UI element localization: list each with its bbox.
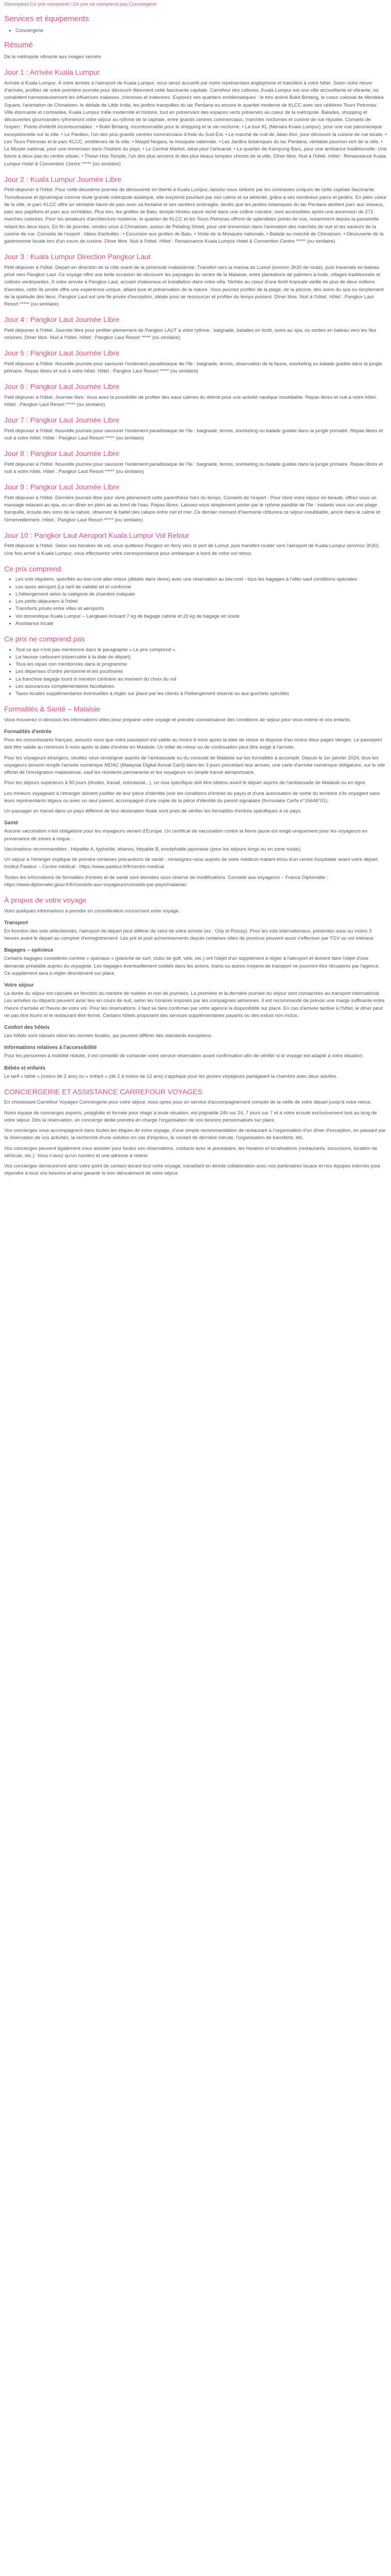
resume-heading: Résumé [4, 41, 33, 50]
day-body: Arrivée à Kuala Lumpur. À votre arrivée à l'aéroport de Kuala Lumpur, vous serez accueilli par notre représentant anglophone et transféré à votre hôtel. Selon votre heure d'arrivée, profitez de votre première journée pour découvrir librement cette fascinante capitale. Carrefour des cultures, Kuala Lumpur est une ville accueillante et vibrante, où cohabitent harmonieusement les influences malaises, chinoises et indiennes. Explorez ses quartiers emblématiques : le très animé Bukit Bintang, le coeur colonial de Merdeka Square, l'animation de Chinatown, le dédale de Little India, les jardins tranquilles du lac Perdana ou encore le quartier moderne de KLCC avec ses célèbres Tours Petronas. Ville étonnante et contrastée, Kuala Lumpur mêle modernité et histoire, tout en préservant des espaces verts préservés au coeur de la métropole. Balades, shopping et découvertes gourmandes rythmeront votre séjour au rythme de la capitale, entre grands centres commerciaux, marchés nocturnes et cuisine de rue réputée. Conseils de l'expert : Points d'intérêt incontournables : • Bukit Bintang, incontournable pour le shopping et la vie nocturne. • La tour KL (Menara Kuala Lumpur), pour une vue panoramique exceptionnelle sur la ville. • Le Pavilion, l'un des plus grands centres commerciaux d'Asie du Sud-Est. • Le marché de nuit de Jalan Alor, pour découvrir la cuisine de rue locale. • Les Tours Petronas et le parc KLCC, emblèmes de la ville. • Masjid Negara, la mosquée nationale. • Les Jardins botaniques du lac Perdana, véritable poumon vert de la ville. • Le Musée national, pour une immersion dans l'histoire du pays. • Le Central Market, idéal pour l'artisanat. • Le quartier de Kampung Baru, pour une ambiance traditionnelle. Une future à deux pas du centre urbain. • Thean Hou Temple, l'un des plus anciens et des plus beaux temples chinois de la ville. Dîner libre. Nuit à l'hôtel. Hôtel : Renaissance Kuala Lumpur Hotel & Convention Centre ***** (ou similaire) [4, 80, 387, 167]
conciergerie-heading: CONCIERGERIE ET ASSISTANCE CARREFOUR VOYAGES [4, 1087, 203, 1096]
apropos-block-text: Le tarif « bébé » (moins de 2 ans) ou « enfant » (de 2 à moins de 12 ans) s'applique pour les jeunes voyageurs partageant la chambre avec deux adultes. [4, 1073, 338, 1079]
apropos-blocks [4, 919, 387, 1080]
formalites-block-title: Santé [4, 820, 19, 826]
day-body: Petit déjeuner à l'hôtel. Journée libre. Vous avez la possibilité de profiter des eaux calmes du détroit pour une activité nautique inoubliable. Repas libres et nuit à votre hôtel. Hôtel : Pangkor Laut Resort ***** (ou similaire) [4, 394, 377, 408]
day-title: Jour 2 : Kuala Lumpur Journée Libre [4, 175, 122, 183]
formalites-block-title: Formalités d'entrée [4, 729, 52, 735]
day-body: Petit déjeuner à l'hôtel. Départ en direction de la côte ouest de la péninsule malaisienne. Transfert vers la marina de Lumut (environ 3h30 de route), puis traversée en bateau privé vers Pangkor Laut. Ce voyage offre une belle occasion de découvrir les paysages du centre de la Malaisie, entre plantations de palmiers à huile, villages traditionnels et collines verdoyantes. À votre arrivée à Pangkor Laut, accueil chaleureux et installation dans votre villa. Nichée au coeur d'une forêt tropicale vieille de plus de deux millions d'années, cette île privée offre une expérience unique, alliant luxe et préservation de la nature. Vous pourrez profiter de la plage, de la piscine, des soins du spa ou simplement de la quiétude des lieux. Pangkor Laut est une île privée d'exception, idéale pour se ressourcer et profiter du temps présent. Dîner libre. Nuit à l'hôtel. Hôtel : Pangkor Laut Resort ***** (ou similaire) [4, 264, 384, 307]
day-body: Petit déjeuner à l'hôtel. Pour cette deuxième journée de découverte en liberté à Kuala Lumpur, laissez-vous séduire par les contrastes uniques de cette capitale fascinante. Tumultueuse et dynamique comme toute grande métropole asiatique, elle surprend pourtant par son calme et sa sérénité, grâce à ses nombreux parcs et jardins. En plein coeur de la ville, le parc KLCC offre un véritable havre de paix avec sa fontaine et ses sentiers ombragés, tandis que les jardins botaniques du lac Perdana abritent parc aux oiseaux, parc aux papillons et parc aux orchidées. Plus loin, les grottes de Batu, temple hindou sacré niché dans une colline calcaire, sont accessibles après une ascension de 272 marches colorées. Pour les amateurs d'architecture moderne, le quartier de KLCC et les Tours Petronas offrent de splendides points de vue, notamment depuis la passerelle reliant les deux tours. En fin de journée, rendez-vous à Chinatown, autour de Petaling Street, pour une immersion dans l'animation des marchés de nuit et les saveurs de la cuisine de rue. Conseils de l'expert : Idées d'activités : • Excursion aux grottes de Batu. • Visite de la Mosquée nationale. • Balade au marché de Chinatown. • Découverte de la gastronomie locale lors d'un cours de cuisine. Dîner libre. Nuit à l'hôtel. Hôtel : Renaissance Kuala Lumpur Hotel & Convention Centre ***** (ou similaire) [4, 187, 387, 244]
intro-link[interactable]: Description Ce prix comprend / Ce prix ne comprend pas Conciergerie [4, 2, 157, 7]
formalites-block-text: Pour les séjours supérieurs à 90 jours (études, travail, volontariat...), un visa spécifique doit être obtenu avant le départ auprès de l'ambassade de Malaisie ou en ligne. [4, 780, 367, 786]
apropos-block-title: Votre séjour [4, 982, 34, 988]
day-title: Jour 3 : Kuala Lumpur Direction Pangkor Laut [4, 252, 151, 261]
includes-item: • Transferts privés entre villes et aéroports [15, 605, 387, 613]
day-title: Jour 10 : Pangkor Laut Aeroport Kuala Lumpur Vol Retour [4, 531, 189, 539]
formalites-heading: Formalités & Santé – Malaisie [4, 705, 100, 714]
excludes-list [4, 647, 387, 698]
day-section [4, 531, 387, 557]
day-body: Petit déjeuner à l'hôtel. Journée libre pour profiter pleinement de Pangkor LAUT à votre rythme : baignade, balades en forêt, soins au spa, ou sorties en bateau vers les îles voisines. Dîner libre. Nuit à l'hôtel. Hôtel : Pangkor Laut Resort ***** (ou similaire) [4, 327, 377, 341]
day-section [4, 315, 387, 342]
excludes-item: • Les dépenses d'ordre personnel et les pourboires [15, 668, 387, 675]
day-title: Jour 6 : Pangkor Laut Journée Libre [4, 382, 120, 391]
apropos-heading: À propos de votre voyage [4, 896, 87, 904]
includes-item: • L'hébergement selon la catégorie de chambre indiquée [15, 591, 387, 598]
excludes-item: • La franchise bagage lourd si mention contraire au moment du choix du vol [15, 676, 387, 683]
apropos-block-text: La durée du séjour est calculée en fonction du nombre de nuitées et non de journées. La première et la dernière journée du séjour sont consacrées au transport international. Les arrivées ou départs peuvent avoir lieu en cours de nuit, selon les horaires imposés par les compagnies aériennes. Il est recommandé de prévoir une marge suffisante entre l'heure d'arrivée et l'heure de votre vol. Pour les réservations, il faut se faire confirmer par votre agence la disponibilité sur place. En cas d'arrivée tardive à l'hôtel, le dîner peut ne pas être fourni et le restaurant être fermé. Certains hôtels proposent des services supplémentaires payants ou des extras non inclus. [4, 991, 385, 1019]
day-section [4, 449, 387, 476]
day-title: Jour 9 : Pangkor Laut Journée Libre [4, 483, 120, 492]
formalites-block-text: Pour les ressortissants français, assurez-vous que votre passeport est valide au moins 6 mois après la date de retour et dispose d'au moins deux pages vierges. Le passeport doit être valide au minimum 6 mois après la date d'entrée en Malaisie. Un billet de retour ou de continuation peut être exigé à l'arrivée. [4, 737, 382, 751]
day-section [4, 416, 387, 442]
day-section [4, 349, 387, 375]
day-section [4, 382, 387, 409]
day-section [4, 68, 387, 168]
formalites-block-text: Un passager en transit dans un pays différent de leur destination finale sont priés de vérifier les formalités d'entrée spécifiques à ce pays. [4, 808, 302, 814]
day-title: Jour 4 : Pangkor Laut Journée Libre [4, 315, 120, 324]
apropos-block-title: Bébés et enfants [4, 1065, 46, 1071]
formalites-blocks [4, 728, 387, 889]
day-section [4, 483, 387, 524]
day-title: Jour 7 : Pangkor Laut Journée Libre [4, 416, 120, 425]
apropos-block-text: Certains bagages considérés comme « spéciaux » (planche de surf, clubs de golf, vélo, etc.) ont l'objet d'un supplément à régler à l'aéroport et doivent faire l'objet d'une demande préalable auprès du voyagiste. Les bagages éventuellement oubliés dans les avions, trains ou autres moyens de transport ne pourront être récupérés par l'agence. Ce supplément sera à régler directement sur place. [4, 956, 380, 976]
day-section [4, 252, 387, 308]
apropos-block-title: Bagages – spécieux [4, 947, 54, 954]
resume-text: De la métropole vibrante aux rivages secrets [4, 54, 101, 60]
formalites-block-text: Aucune vaccination n'est obligatoire pour les voyageurs venant d'Europe. Un certificat de vaccination contre la fièvre jaune est exigé uniquement pour les voyageurs en provenance de zones à risque. [4, 828, 368, 842]
formalites-intro: Vous trouverez ci-dessous les informations utiles pour préparer votre voyage et prendre connaissance des conditions de séjour pour vous-même et vos enfants. [4, 717, 351, 723]
apropos-block-text: En fonction des vols sélectionnés, l'aéroport de départ peut différer de celui de votre arrivée (ex : Orly et Roissy). Pour les vols internationaux, présentez-vous au moins 3 heures avant le départ au comptoir d'enregistrement. Les pré et post acheminements depuis certaines villes de province peuvent aussi s'effectuer par TGV ou vol intérieur. [4, 928, 374, 941]
day-body: Petit déjeuner à l'hôtel. Nouvelle journée pour savourer l'isolement paradisiaque de l'île : baignade, tennis, observation de la faune, snorkeling ou balade guidée dans la jungle primaire. Repas libres et nuit à votre hôtel. Hôtel : Pangkor Laut Resort ***** (ou similaire) [4, 361, 382, 374]
day-title: Jour 5 : Pangkor Laut Journée Libre [4, 349, 120, 358]
conciergerie-paragraph: En choisissant Carrefour Voyages Conciergerie pour votre séjour, vous optez pour un service d'accompagnement complet de la veille de votre départ jusqu'à votre retour. [4, 1099, 372, 1106]
formalites-block-text: Pour les voyageurs étrangers, veuillez vous renseigner auprès de l'ambassade ou du consulat de Malaisie sur les formalités à accomplir. Depuis le 1er janvier 2024, tous les voyageurs doivent remplir l'arrivée numérique MDAC (Malaysia Digital Arrival Card) dans les 3 jours précédant leur arrivée, une carte d'arrivée numérique obligatoire, sur le site officiel de l'immigration malaisienne, sauf les résidents permanents et les voyageurs en simple transit aéroportuaire. [4, 755, 385, 775]
services-heading: Services et équipements [4, 14, 89, 24]
conciergerie-paragraph: Notre équipe de concierges experts, polyglotte et formée pour réagir à toute situation, est joignable 24h sur 24, 7 jours sur 7 et à votre écoute exclusivement tout au long de votre séjour. Dès la réservation, un concierge dédié prendra en charge l'organisation de vos besoins personnalisés sur place. [4, 1110, 377, 1123]
day-body: Petit déjeuner à l'hôtel. Nouvelle journée pour savourer l'isolement paradisiaque de l'île : baignade, tennis, snorkeling ou balade guidée dans la jungle primaire. Repas libres et nuit à votre hôtel. Hôtel : Pangkor Laut Resort ***** (ou similaire) [4, 428, 383, 441]
apropos-block-title: Informations relatives à l'accessibilité [4, 1045, 97, 1051]
conciergerie-paragraph: Vos concierges vous accompagnent dans toutes les étapes de votre voyage, d'une simple recommandation de restaurant à l'organisation d'un dîner d'exception, en passant par la réservation de vos activités, la recherche d'une solution en cas d'imprévu, le conseil de dernière minute, l'organisation de transferts, etc. [4, 1128, 386, 1141]
excludes-heading: Ce prix ne comprend pas [4, 635, 85, 643]
day-body: Petit déjeuner à l'hôtel. Dernière journée libre pour vivre pleinement cette parenthèse hors du temps. Conseils de l'expert : Pour clore votre séjour en beauté, offrez-vous un massage relaxant au spa, ou un dîner en plein air au bord de l'eau. Repas libres. Laissez-vous simplement porter par le rythme paisible de l'île : instants vous sur une plage tranquille, écoute des sons de la nature, observez le ballet des calaos entre ciel et mer. Ce dernier moment d'harmonie clôturera ce séjour inoubliable, ancré dans le calme et l'émerveillement. Hôtel : Pangkor Laut Resort ***** (ou similaire) [4, 495, 380, 523]
includes-item: • Assistance locale [15, 620, 387, 628]
includes-list [4, 576, 387, 628]
apropos-block-title: Transport [4, 920, 28, 926]
apropos-block-text: Les hôtels sont classés selon les normes locales, qui peuvent différer des standards européens. [4, 1033, 213, 1039]
formalites-block-text: Toutes les informations de formalités d'entrée et de santé sont données sous réserve de modifications. Conseils aux voyageurs – France Diplomatie : https://www.diplomatie.gouv.fr/fr/conseils-aux-voyageurs/conseils-par-pays/malaisie/ [4, 874, 328, 888]
formalites-block-text: Les mineurs voyageant à l'étranger doivent justifier de leur pièce d'identité (voir les conditions d'entrée du pays) et d'une autorisation de sortie du territoire s'ils voyagent sans leurs représentants légaux ou avec un seul parent, accompagné d'une copie de la pièce d'identité du parent signataire (formulaire Cerfa n°15646*01). [4, 790, 380, 804]
formalites-block-text: Vaccinations recommandées : Hépatite A, typhoïde, tétanos, hépatite B, encéphalite japonaise (pour les séjours longs ou en zone rurale). [4, 846, 302, 852]
apropos-block-title: Confort des hôtels [4, 1025, 50, 1030]
day-title: Jour 1 : Arrivée Kuala Lumpur [4, 68, 100, 77]
excludes-item: • Tout ce qui n'est pas mentionné dans le paragraphe « Le prix comprend » [15, 647, 387, 654]
day-body: Petit déjeuner à l'hôtel. Selon vos horaires de vol, vous quitterez Pangkor en ferry vers le port de Lumut, puis transfert routier vers l'aéroport de Kuala Lumpur (environ 3h30). Une fois arrivé à Kuala Lumpur, vous effectuerez votre correspondance pour embarquer à bord de votre vol retour. [4, 543, 380, 556]
includes-item: • Les taxes aéroport (Le tarif de validité tel et conforme [15, 584, 387, 591]
excludes-item: • Les assurances complémentaires facultatives [15, 683, 387, 690]
conciergerie-paragraph: Vos concierges peuvent également vous assister pour toutes vos réservations, contacts avec le prestataire, les horaires et localisations (restaurants, excursions, location de véhicule, etc.). Vous n'avez qu'un numéro et une adresse à retenir. [4, 1145, 378, 1159]
apropos-intro: Voici quelques informations à prendre en considération concernant votre voyage. [4, 908, 180, 914]
formalites-block-text: Un séjour à l'étranger implique de prendre certaines précautions de santé : renseignez-vous auprès de votre médecin traitant et/ou d'un centre hospitalier avant votre départ. Institut Pasteur – Centre médical : https://www.pasteur.fr/fr/centre-medical [4, 857, 379, 870]
includes-item: • Les vols réguliers, spécifiés au low-cost aller-retour (détails dans devis) avec une réservation au low-cost - tous les bagages à l'aller sauf conditions spéciales [15, 576, 387, 583]
day-body: Petit déjeuner à l'hôtel. Nouvelle journée pour savourer l'isolement paradisiaque de l'île : baignade, tennis, snorkeling ou balade guidée dans la jungle primaire. Repas libres et nuit à votre hôtel. Hôtel : Pangkor Laut Resort ***** (ou similaire) [4, 461, 383, 474]
excludes-item: • La hausse carburant (répercutée à la date de départ) [15, 654, 387, 661]
includes-item: • Vol domestique Kuala Lumpur – Langkawi incluant 7 kg de bagage cabine et 20 kg de bagage en soute [15, 613, 387, 620]
day-section [4, 175, 387, 246]
intro-breadcrumb [4, 1, 387, 8]
services-list [4, 27, 387, 35]
includes-item: • Les petits-déjeuners à l'hôtel [15, 598, 387, 605]
services-item: • Conciergerie [15, 27, 387, 35]
apropos-block-text: Pour les personnes à mobilité réduite, il est conseillé de contacter votre service réservation avant confirmation afin de vérifier si le voyage est adapté à votre situation. [4, 1053, 364, 1059]
excludes-item: • Tous les repas non mentionnés dans le programme [15, 661, 387, 668]
excludes-item: • Taxes locales supplémentaires éventuelles à régler sur place par les clients à l'hébergement réservé ou aux guichets spécifiés [15, 690, 387, 698]
day-title: Jour 8 : Pangkor Laut Journée Libre [4, 449, 120, 458]
itinerary [4, 68, 387, 557]
conciergerie-paragraph: Vos concierges demeureront ainsi votre point de contact durant tout votre voyage, travaillant en étroite collaboration avec nos partenaires locaux et nos équipes internes pour répondre à tous vos besoins et ainsi garantir le bon déroulement de votre séjour. [4, 1163, 381, 1177]
page-content [0, 0, 391, 1188]
includes-heading: Ce prix comprend [4, 564, 61, 573]
